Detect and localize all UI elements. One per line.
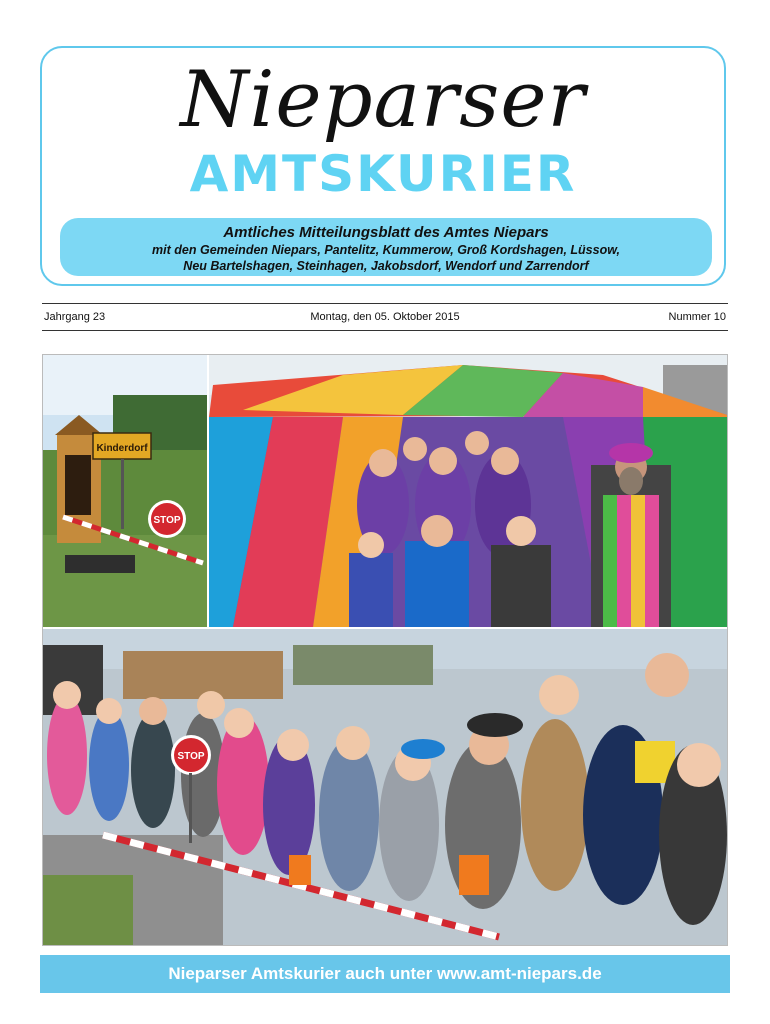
masthead [40,46,726,286]
cover-photo-collage [42,354,728,946]
issue-number: Nummer 10 [668,311,726,323]
photo-children-group [43,629,727,945]
issue-date: Montag, den 05. Oktober 2015 [310,311,460,323]
subtitle-line-1: Amtliches Mitteilungsblatt des Amtes Niepars [223,224,549,241]
stop-sign-label-1: STOP [153,515,181,526]
masthead-title-block: AMTSKURIER [189,145,577,203]
footer-website-band: Nieparser Amtskurier auch unter www.amt-niepars.de [40,955,730,993]
stop-sign-label-2: STOP [177,751,205,762]
photo-collage-svg [43,355,727,945]
photo-circus-tent-group [209,355,727,627]
subtitle-line-2: mit den Gemeinden Niepars, Pantelitz, Kummerow, Groß Kordshagen, Lüssow, [152,243,620,257]
subtitle-line-3: Neu Bartelshagen, Steinhagen, Jakobsdorf, Wendorf und Zarrendorf [183,259,589,273]
masthead-title-script: Nieparser [180,55,586,145]
volume-label: Jahrgang 23 [44,311,106,323]
masthead-subtitle-band [60,218,712,276]
kinderdorf-sign-label: Kinderdorf [96,443,148,454]
issue-info-bar [42,303,728,331]
photo-kinderdorf [43,355,207,627]
